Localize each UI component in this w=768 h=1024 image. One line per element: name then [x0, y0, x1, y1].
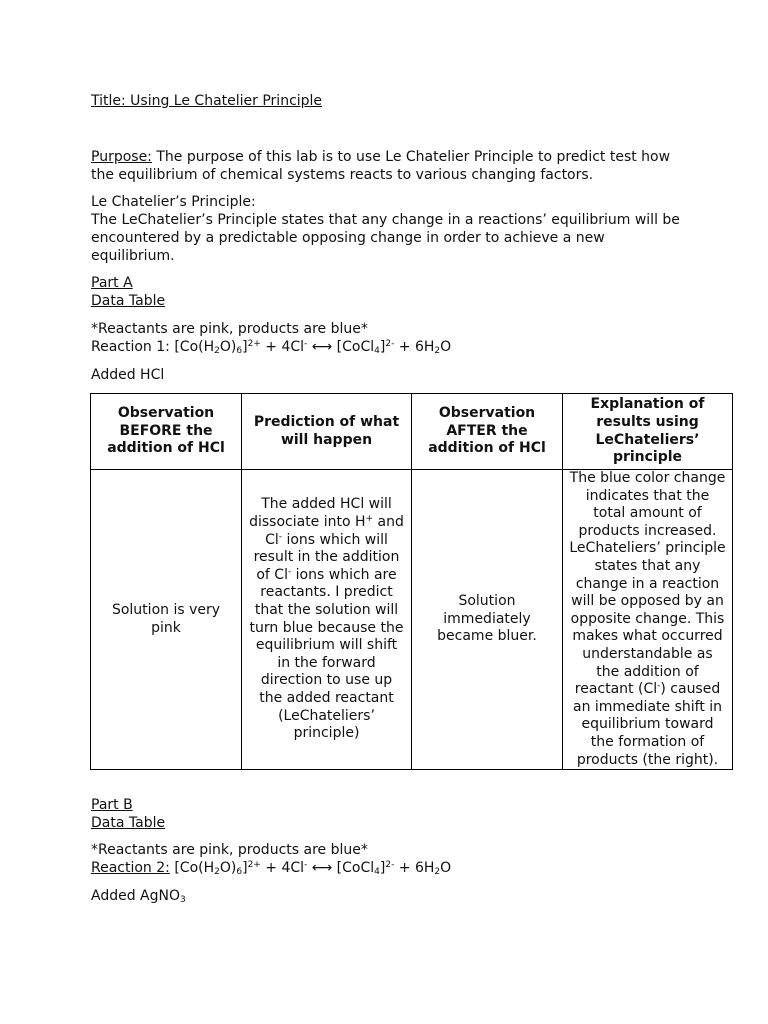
header-explanation: Explanation of results using LeChateliers’ principle	[563, 394, 733, 470]
header-observation-before: Observation BEFORE the addition of HCl	[91, 394, 242, 470]
cell-observation-after: Solution immediately became bluer.	[412, 470, 563, 770]
purpose-text-1: The purpose of this lab is to use Le Chatelier Principle to predict test how	[151, 149, 671, 165]
part-b-data-table-label: Data Table	[91, 815, 166, 831]
table-header-row	[91, 394, 733, 470]
principle-line-1: The LeChatelier’s Principle states that any change in a reactions’ equilibrium will be	[91, 212, 680, 228]
principle-heading: Le Chatelier’s Principle:	[91, 194, 256, 210]
part-b-added-reagent: Added AgNO$_3$	[91, 888, 186, 905]
reaction-2-equation: Reaction 2: $[Co(H_2O)_6]^{2+} + 4Cl^-$ ←→ [CoCl$_4$]$^{2-}$ + $6H_2O$	[91, 860, 452, 877]
part-b-label: Part B	[91, 797, 133, 813]
reaction-1-equation: Reaction 1: $[Co(H_2O)_6]^{2+} + 4Cl^-$ ←→ [CoCl$_4$]$^{2-}$ + $6H_2O$	[91, 339, 452, 356]
table-row	[91, 470, 733, 770]
cell-explanation: The blue color change indicates that the total amount of products increased. LeChateliers’ principle states that any change in a reaction will be opposed by an opposite change. This makes what occurred understandable as the addition of reactant (Cl-) caused an immediate shift in equilibrium toward the formation of products (the right).	[563, 470, 733, 770]
reaction-2-label: Reaction 2:	[91, 860, 170, 876]
header-observation-after: Observation AFTER the addition of HCl	[412, 394, 563, 470]
reaction-1-label: Reaction 1:	[91, 339, 170, 355]
part-a-data-table	[90, 393, 733, 770]
document-title: Title: Using Le Chatelier Principle	[91, 93, 323, 109]
part-b-color-note: *Reactants are pink, products are blue*	[91, 842, 368, 858]
part-a-data-table-label: Data Table	[91, 293, 166, 309]
purpose-line-2: the equilibrium of chemical systems reacts to various changing factors.	[91, 167, 594, 183]
cell-observation-before: Solution is very pink	[91, 470, 242, 770]
purpose-label: Purpose:	[91, 149, 152, 165]
header-prediction: Prediction of what will happen	[242, 394, 412, 470]
part-a-added-reagent: Added HCl	[91, 367, 165, 383]
principle-line-3: equilibrium.	[91, 248, 175, 264]
equilibrium-arrow-icon: ←→	[311, 339, 330, 355]
principle-line-2: encountered by a predictable opposing change in order to achieve a new	[91, 230, 605, 246]
equilibrium-arrow-icon: ←→	[311, 860, 330, 876]
part-a-label: Part A	[91, 275, 133, 291]
purpose-line-1	[91, 148, 670, 166]
part-a-color-note: *Reactants are pink, products are blue*	[91, 321, 368, 337]
cell-prediction: The added HCl will dissociate into H+ and Cl- ions which will result in the addition of Cl- ions which are reactants. I predict that the solution will turn blue because the equilibrium will shift in the forward direction to use up the added reactant (LeChateliers’ principle)	[242, 470, 412, 770]
